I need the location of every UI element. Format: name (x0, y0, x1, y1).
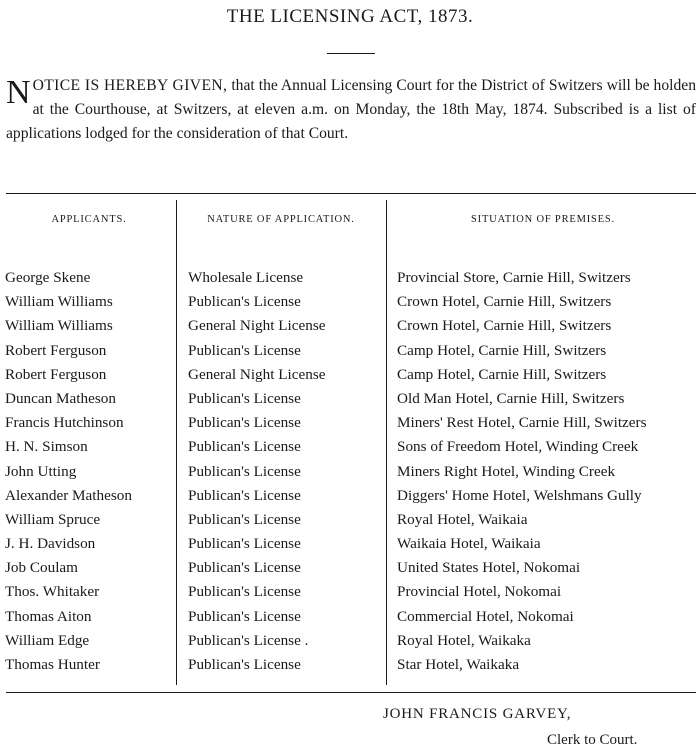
nature-cell: Publican's License . (188, 631, 309, 649)
applicant-cell: Thomas Hunter (5, 656, 100, 673)
applicant-cell: Robert Ferguson (5, 341, 107, 359)
applicant-cell: Robert Ferguson (5, 365, 107, 383)
table-row (0, 387, 700, 411)
nature-cell: Publican's License (188, 389, 301, 407)
situation-cell: Star Hotel, Waikaka (397, 656, 520, 673)
applicant-cell: William Williams (5, 317, 113, 335)
notice-paragraph (6, 74, 696, 146)
nature-cell: Publican's License (188, 583, 301, 601)
header-situation: SITUATION OF PREMISES. (471, 214, 615, 225)
notice-body: that the Annual Licensing Court for the District of Switzers will be holden at the Courthouse, at Switzers, at eleven a.m. on Monday, the 18th May, 1874. Subscribed is a list of applications lodged for the consideration of that Court. (6, 77, 696, 142)
clerk-name: JOHN FRANCIS GARVEY, (383, 706, 572, 722)
nature-cell: Publican's License (188, 462, 301, 480)
applicant-cell: Duncan Matheson (5, 389, 116, 407)
applicant-cell: John Utting (5, 462, 77, 480)
applicant-cell: Francis Hutchinson (5, 414, 124, 432)
notice-lead: OTICE IS HEREBY GIVEN, (32, 77, 228, 94)
table-row (0, 435, 700, 459)
header-nature: NATURE OF APPLICATION. (207, 214, 355, 225)
applicant-cell: George Skene (5, 269, 91, 286)
situation-cell: Camp Hotel, Carnie Hill, Switzers (397, 365, 607, 383)
table-row (0, 605, 700, 629)
clerk-role: Clerk to Court. (547, 732, 638, 748)
table-top-rule (6, 193, 696, 194)
nature-cell: Publican's License (188, 341, 301, 359)
situation-cell: Commercial Hotel, Nokomai (397, 607, 574, 625)
applicant-cell: Job Coulam (5, 559, 78, 577)
table-row (0, 508, 700, 532)
table-row (0, 363, 700, 387)
nature-cell: Publican's License (188, 656, 301, 673)
situation-cell: Provincial Hotel, Nokomai (397, 583, 562, 601)
situation-cell: Crown Hotel, Carnie Hill, Switzers (397, 293, 612, 311)
table-row (0, 314, 700, 338)
nature-cell: Publican's License (188, 414, 301, 432)
table-row (0, 460, 700, 484)
notice-dropcap: N (6, 74, 31, 111)
applicant-cell: H. N. Simson (5, 438, 88, 456)
applicant-cell: William Edge (5, 631, 90, 649)
table-row (0, 266, 700, 290)
situation-cell: Royal Hotel, Waikaka (397, 631, 531, 649)
situation-cell: Old Man Hotel, Carnie Hill, Switzers (397, 389, 625, 407)
nature-cell: Publican's License (188, 486, 301, 504)
table-row (0, 653, 700, 677)
table-bottom-rule (6, 692, 696, 693)
applicant-cell: William Williams (5, 293, 113, 311)
applications-table-body (0, 266, 700, 677)
situation-cell: Sons of Freedom Hotel, Winding Creek (397, 438, 639, 456)
nature-cell: Publican's License (188, 510, 301, 528)
table-row (0, 556, 700, 580)
table-row (0, 484, 700, 508)
nature-cell: Wholesale License (188, 269, 304, 286)
situation-cell: Crown Hotel, Carnie Hill, Switzers (397, 317, 612, 335)
applicant-cell: Thomas Aiton (5, 607, 92, 625)
table-row (0, 629, 700, 653)
table-row (0, 532, 700, 556)
title-divider (327, 53, 375, 54)
nature-cell: Publican's License (188, 559, 301, 577)
notice-title: THE LICENSING ACT, 1873. (226, 6, 474, 27)
table-row (0, 339, 700, 363)
situation-cell: Royal Hotel, Waikaia (397, 510, 528, 528)
nature-cell: Publican's License (188, 438, 301, 456)
situation-cell: Miners' Rest Hotel, Carnie Hill, Switzers (397, 414, 647, 432)
nature-cell: General Night License (188, 365, 326, 383)
applicant-cell: Thos. Whitaker (5, 583, 100, 601)
nature-cell: General Night License (188, 317, 326, 335)
situation-cell: Camp Hotel, Carnie Hill, Switzers (397, 341, 607, 359)
situation-cell: Miners Right Hotel, Winding Creek (397, 462, 616, 480)
situation-cell: Diggers' Home Hotel, Welshmans Gully (397, 486, 642, 504)
nature-cell: Publican's License (188, 535, 301, 553)
nature-cell: Publican's License (188, 293, 301, 311)
table-row (0, 411, 700, 435)
situation-cell: Provincial Store, Carnie Hill, Switzers (397, 269, 631, 286)
table-row (0, 290, 700, 314)
applicant-cell: Alexander Matheson (5, 486, 132, 504)
header-applicants: APPLICANTS. (51, 214, 127, 225)
applicant-cell: William Spruce (5, 510, 101, 528)
situation-cell: Waikaia Hotel, Waikaia (397, 535, 541, 553)
nature-cell: Publican's License (188, 607, 301, 625)
applicant-cell: J. H. Davidson (5, 535, 96, 553)
situation-cell: United States Hotel, Nokomai (397, 559, 581, 577)
table-row (0, 580, 700, 604)
